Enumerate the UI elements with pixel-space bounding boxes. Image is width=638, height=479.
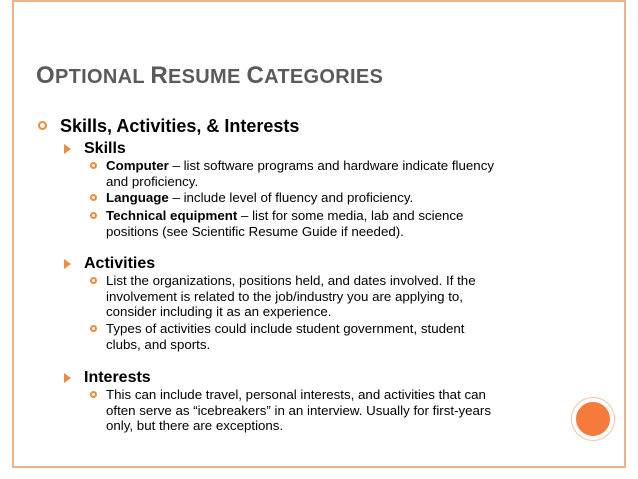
- list-item-heading: [38, 115, 299, 137]
- title-initial-2: R: [150, 62, 168, 89]
- section-skills: [64, 139, 126, 159]
- ring-bullet-icon: [90, 273, 106, 286]
- item-term: Computer: [106, 158, 169, 173]
- item-text-cont: only, but there are exceptions.: [106, 418, 284, 433]
- ring-bullet-icon: [38, 115, 60, 132]
- item-text-cont: clubs, and sports.: [106, 336, 211, 352]
- list-item: [90, 190, 413, 206]
- list-item: [90, 387, 491, 434]
- wedge-bullet-icon: [64, 139, 84, 156]
- ring-bullet-icon: [90, 208, 106, 221]
- item-text: This can include travel, personal interests, and activities that can: [106, 387, 486, 402]
- activities-label: Activities: [84, 255, 156, 272]
- ring-bullet-icon: [90, 190, 106, 203]
- item-text: – include level of fluency and proficiency.: [168, 190, 414, 205]
- item-text-cont: involvement is related to the job/industry you are applying to,: [106, 288, 464, 304]
- item-text-cont: consider including it as an experience.: [106, 304, 332, 319]
- heading-text: Skills, Activities, & Interests: [60, 116, 300, 136]
- title-word-2: ESUME: [167, 66, 247, 88]
- wedge-bullet-icon: [64, 254, 84, 271]
- item-text: Types of activities could include student government, student: [106, 321, 465, 336]
- list-item: [90, 208, 463, 239]
- item-text: – list software programs and hardware indicate fluency: [168, 158, 494, 173]
- item-text-cont: often serve as “icebreakers” in an interview. Usually for first-years: [106, 402, 492, 418]
- wedge-bullet-icon: [64, 368, 84, 385]
- title-initial-3: C: [246, 62, 265, 89]
- item-text: List the organizations, positions held, and dates involved. If the: [106, 273, 476, 288]
- ring-bullet-icon: [90, 158, 106, 171]
- title-word-3: ATEGORIES: [264, 66, 384, 88]
- item-term: Language: [106, 190, 169, 205]
- item-text: – list for some media, lab and science: [237, 208, 464, 223]
- interests-label: Interests: [84, 369, 151, 386]
- list-item: [90, 158, 494, 189]
- skills-label: Skills: [84, 140, 126, 157]
- title-initial-1: O: [36, 62, 55, 89]
- section-interests: [64, 368, 151, 388]
- section-activities: [64, 254, 155, 274]
- item-text-cont: and proficiency.: [106, 173, 199, 189]
- item-text-cont: positions (see Scientific Resume Guide if needed).: [106, 223, 404, 239]
- title-word-1: PTIONAL: [54, 66, 151, 88]
- ring-bullet-icon: [90, 387, 106, 400]
- list-item: [90, 321, 464, 352]
- item-term: Technical equipment: [106, 208, 238, 223]
- ring-bullet-icon: [90, 321, 106, 334]
- list-item: [90, 273, 476, 320]
